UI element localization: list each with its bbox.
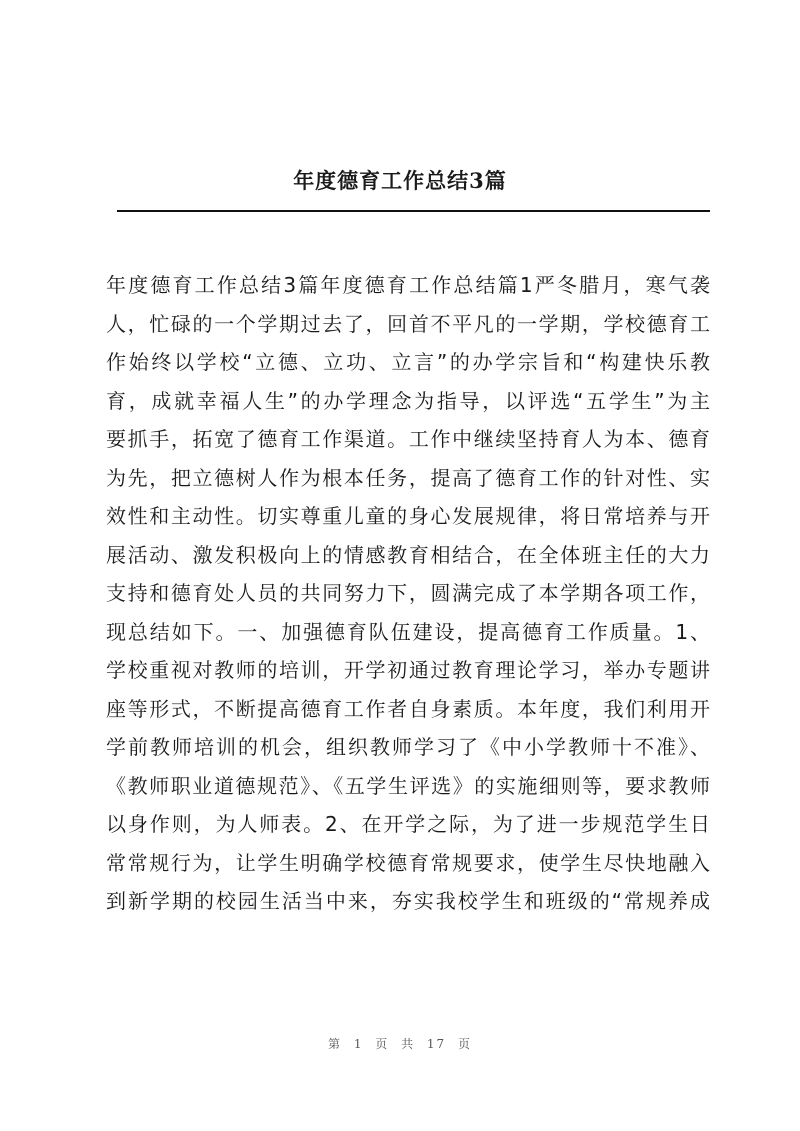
body-line: 以身作则，为人师表。2、在开学之际，为了进一步规范学生日: [106, 812, 710, 836]
body-line: 常常规行为，让学生明确学校德育常规要求，使学生尽快地融入: [106, 850, 710, 875]
body-line: 育，成就幸福人生”的办学理念为指导，以评选“五学生”为主: [106, 388, 710, 413]
body-line: 年度德育工作总结3篇年度德育工作总结篇1严冬腊月，寒气袭: [106, 273, 710, 297]
document-title: 年度德育工作总结3篇: [293, 168, 507, 193]
body-line: 人，忙碌的一个学期过去了，回首不平凡的一学期，学校德育工: [106, 311, 710, 336]
body-line: 支持和德育处人员的共同努力下，圆满完成了本学期各项工作，: [106, 581, 710, 605]
body-line: 展活动、激发积极向上的情感教育相结合，在全体班主任的大力: [106, 542, 710, 567]
body-line: 作始终以学校“立德、立功、立言”的办学宗旨和“构建快乐教: [106, 350, 710, 374]
document-body: [106, 266, 710, 921]
body-line: 要抓手，拓宽了德育工作渠道。工作中继续坚持育人为本、德育: [106, 427, 710, 451]
body-line: 座等形式，不断提高德育工作者自身素质。本年度，我们利用开: [106, 696, 710, 721]
body-line: 为先，把立德树人作为根本任务，提高了德育工作的针对性、实: [106, 465, 710, 490]
page-number-footer: 第 1 页 共 17 页: [328, 1037, 472, 1051]
body-line: 《教师职业道德规范》、《五学生评选》的实施细则等，要求教师: [106, 773, 710, 798]
body-line: 到新学期的校园生活当中来，夯实我校学生和班级的“常规养成: [106, 889, 710, 913]
body-line: 效性和主动性。切实尊重儿童的身心发展规律，将日常培养与开: [106, 504, 710, 528]
body-line: 学校重视对教师的培训，开学初通过教育理论学习，举办专题讲: [106, 658, 710, 682]
title-underline: [117, 210, 710, 212]
body-line: 学前教师培训的机会，组织教师学习了《中小学教师十不准》、: [106, 735, 710, 759]
body-line: 现总结如下。一、加强德育队伍建设，提高德育工作质量。1、: [106, 619, 710, 644]
